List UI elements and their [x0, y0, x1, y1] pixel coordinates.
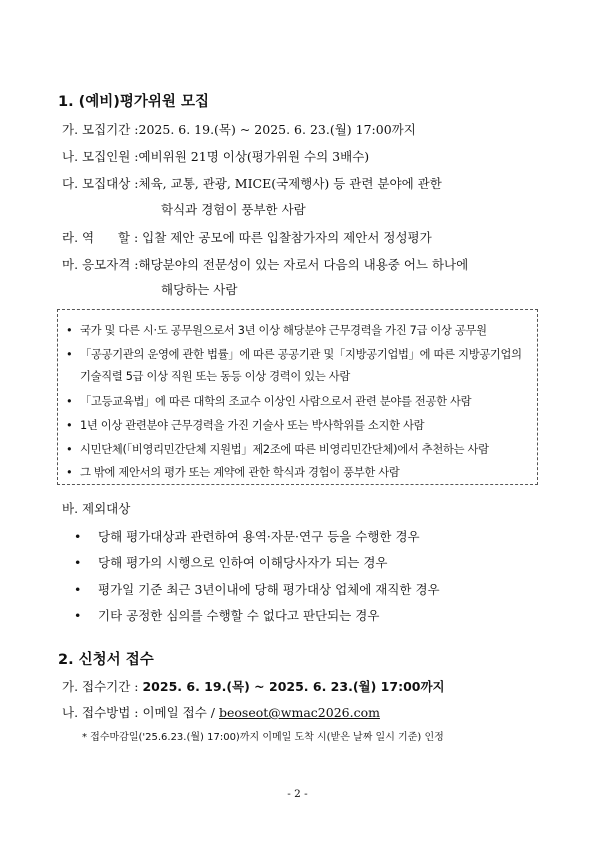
- bullet-icon: •: [66, 443, 73, 456]
- bullet-icon: •: [74, 608, 82, 623]
- criteria-item: • 시민단체(「비영리민간단체 지원법」제2조에 따른 비영리민간단체)에서 추천하는 사람: [66, 443, 489, 456]
- recruit-count-row: [62, 147, 369, 165]
- criteria-item-continuation: 기술직렬 5급 이상 직원 또는 동등 이상 경력이 있는 사람: [80, 370, 350, 383]
- bullet-icon: •: [66, 395, 73, 408]
- recruit-target-label: 다. 모집대상 :: [62, 176, 139, 191]
- bullet-icon: •: [66, 348, 73, 361]
- criteria-item: • 국가 및 다른 시·도 공무원으로서 3년 이상 해당분야 근무경력을 가진 7급 이상 공무원: [66, 324, 487, 337]
- exclusion-label: 바. 제외대상: [62, 501, 131, 516]
- submission-period-row: [62, 677, 445, 695]
- submission-period-label: 가. 접수기간 :: [62, 679, 143, 694]
- page-number: - 2 -: [287, 788, 308, 800]
- recruit-count-value: 예비위원 21명 이상(평가위원 수의 3배수): [138, 149, 370, 164]
- recruit-period-label: 가. 모집기간 :: [62, 122, 139, 137]
- eligibility-continuation: 해당하는 사람: [161, 282, 238, 297]
- eligibility-value: 해당분야의 전문성이 있는 자로서 다음의 내용중 어느 하나에: [138, 257, 469, 272]
- exclusion-item: • 평가일 기준 최근 3년이내에 당해 평가대상 업체에 재직한 경우: [74, 582, 440, 597]
- deadline-note: * 접수마감일('25.6.23.(월) 17:00)까지 이메일 도착 시(받은 날짜 일시 기준) 인정: [82, 732, 444, 743]
- submission-period-value: 2025. 6. 19.(목) ~ 2025. 6. 23.(월) 17:00까지: [142, 679, 445, 694]
- bullet-icon: •: [74, 582, 82, 597]
- criteria-item: • 그 밖에 제안서의 평가 또는 계약에 관한 학식과 경험이 풍부한 사람: [66, 466, 400, 479]
- bullet-icon: •: [74, 529, 82, 544]
- bullet-icon: •: [66, 466, 73, 479]
- role-value: 입찰 제안 공모에 따른 입찰참가자의 제안서 정성평가: [142, 230, 432, 245]
- eligibility-criteria-box: [57, 309, 538, 485]
- recruit-target-continuation: 학식과 경험이 풍부한 사람: [161, 202, 306, 217]
- bullet-icon: •: [66, 324, 73, 337]
- recruit-count-label: 나. 모집인원 :: [62, 149, 139, 164]
- email-link[interactable]: beoseot@wmac2026.com: [219, 705, 380, 720]
- recruit-target-row: [62, 174, 442, 192]
- recruit-target-value: 체육, 교통, 관광, MICE(국제행사) 등 관련 분야에 관한: [138, 176, 442, 191]
- submission-method-row: [62, 703, 380, 721]
- exclusion-item: • 당해 평가대상과 관련하여 용역·자문·연구 등을 수행한 경우: [74, 529, 420, 544]
- criteria-item: • 「고등교육법」에 따른 대학의 조교수 이상인 사람으로서 관련 분야를 전공한 사람: [66, 395, 472, 408]
- criteria-item: • 「공공기관의 운영에 관한 법률」에 따른 공공기관 및「지방공기업법」에 따른 지방공기업의: [66, 348, 522, 361]
- eligibility-label: 마. 응모자격 :: [62, 257, 139, 272]
- exclusion-item: • 당해 평가의 시행으로 인하여 이해당사자가 되는 경우: [74, 555, 388, 570]
- role-label: 라. 역 할 :: [62, 230, 143, 245]
- section2-heading: 2. 신청서 접수: [58, 652, 154, 668]
- submission-method-label: 나. 접수방법 : 이메일 접수 /: [62, 705, 219, 720]
- eligibility-row: [62, 255, 468, 273]
- criteria-item: • 1년 이상 관련분야 근무경력을 가진 기술사 또는 박사학위를 소지한 사람: [66, 419, 425, 432]
- exclusion-item: • 기타 공정한 심의를 수행할 수 없다고 판단되는 경우: [74, 608, 380, 623]
- section1-heading: 1. (예비)평가위원 모집: [58, 94, 210, 110]
- role-row: [62, 228, 432, 246]
- recruit-period-row: [62, 120, 416, 138]
- bullet-icon: •: [74, 555, 82, 570]
- bullet-icon: •: [66, 419, 73, 432]
- recruit-period-value: 2025. 6. 19.(목) ~ 2025. 6. 23.(월) 17:00까지: [138, 122, 416, 137]
